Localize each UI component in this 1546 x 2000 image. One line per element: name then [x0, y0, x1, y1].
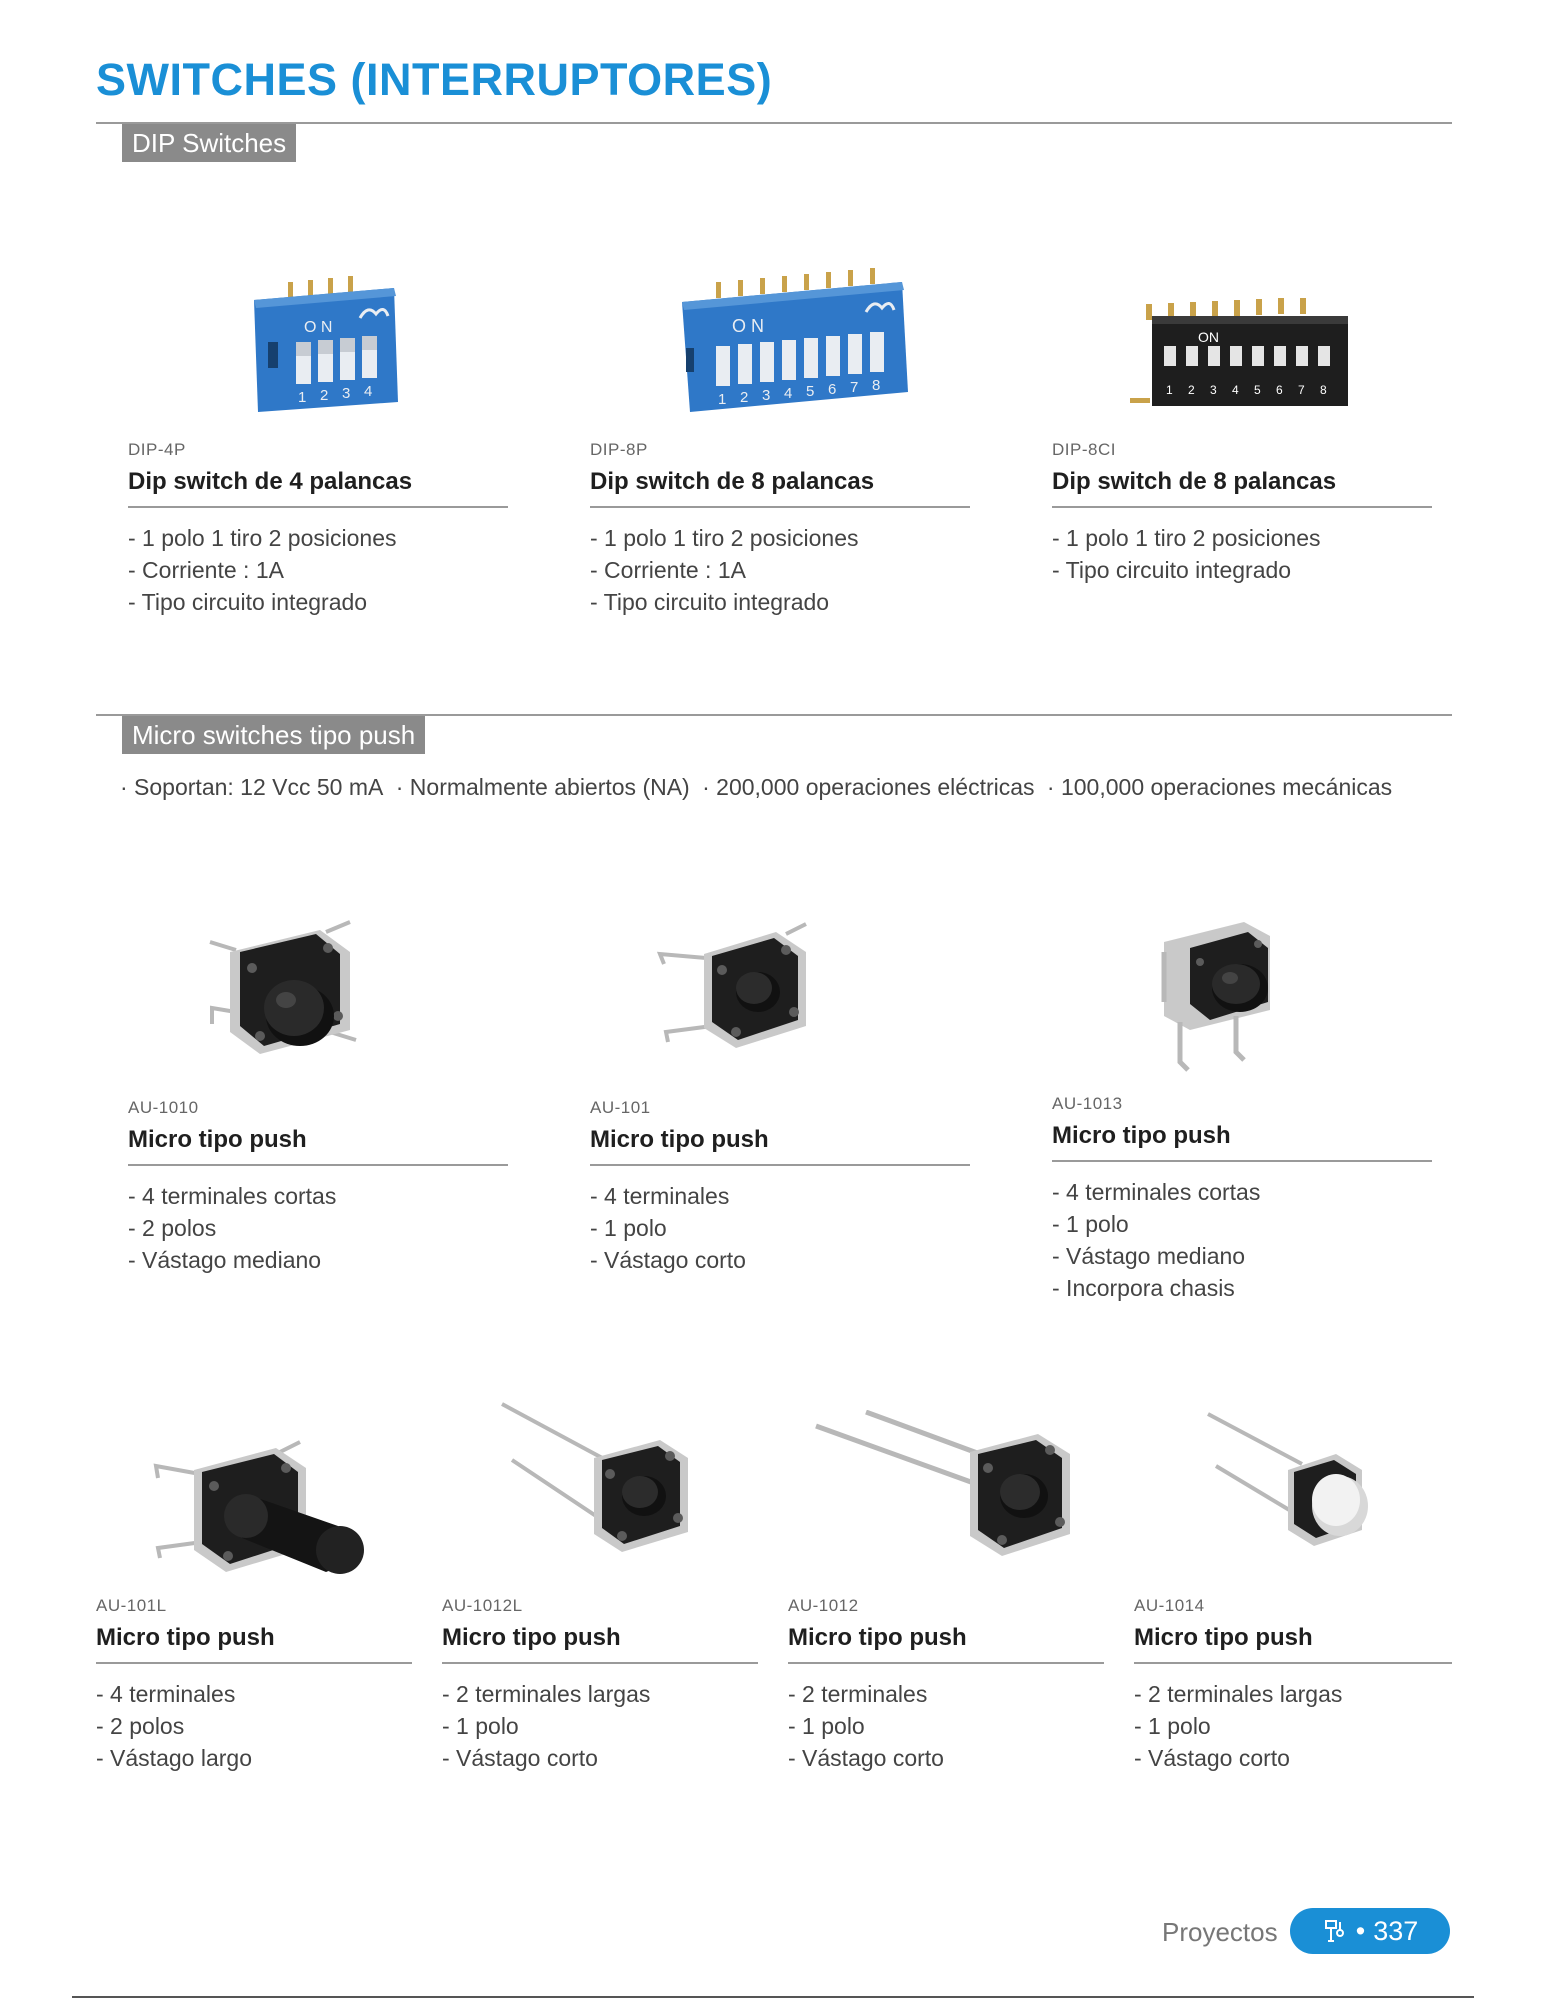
au-1012-image — [812, 1410, 1082, 1580]
footer-section-label: Proyectos — [1162, 1917, 1278, 1947]
product-feature: - 2 terminales — [788, 1681, 928, 1707]
product-au-1010 — [128, 1098, 508, 1276]
product-name: Micro tipo push — [1052, 1122, 1432, 1162]
dip-pos-label: 2 — [320, 387, 329, 404]
product-feature: - 1 polo — [788, 1713, 865, 1739]
product-feature: - 2 terminales largas — [442, 1681, 651, 1707]
product-code: DIP-4P — [128, 440, 186, 459]
product-feature: - Tipo circuito integrado — [1052, 557, 1292, 583]
dip-pos-label: 6 — [1276, 383, 1283, 397]
footer-rule — [72, 1996, 1474, 1998]
dip-pos-label: 2 — [1188, 383, 1195, 397]
product-feature: - Incorpora chasis — [1052, 1275, 1235, 1301]
dip-pos-label: 1 — [1166, 383, 1173, 397]
au-101l-image — [150, 1430, 370, 1590]
dip-pos-label: 1 — [298, 389, 307, 406]
page-separator: • — [1355, 1915, 1366, 1946]
page-number-badge — [1290, 1908, 1450, 1954]
au-1012l-image — [496, 1396, 706, 1586]
dip-pos-label: 4 — [784, 385, 793, 402]
product-name: Dip switch de 4 palancas — [128, 468, 508, 508]
product-feature: - 2 polos — [128, 1215, 217, 1241]
product-feature: - 1 polo — [442, 1713, 519, 1739]
dip-pos-label: 1 — [718, 391, 727, 408]
page-number: 337 — [1373, 1915, 1419, 1946]
dip-pos-label: 7 — [1298, 383, 1305, 397]
product-feature: - 1 polo 1 tiro 2 posiciones — [590, 525, 859, 551]
product-feature: - 1 polo — [590, 1215, 667, 1241]
product-feature: - Vástago corto — [590, 1247, 746, 1273]
au-1013-image — [1140, 912, 1320, 1082]
product-code: AU-101L — [96, 1596, 167, 1615]
product-name: Micro tipo push — [442, 1624, 758, 1664]
product-dip-8p — [590, 440, 970, 618]
product-feature: - 2 terminales largas — [1134, 1681, 1343, 1707]
product-dip-8ci — [1052, 440, 1432, 586]
au-1010-image — [200, 912, 380, 1072]
product-feature: - 1 polo — [1052, 1211, 1129, 1237]
dip-pos-label: 3 — [762, 387, 771, 404]
dip-8p-image — [676, 268, 916, 418]
product-au-1014 — [1134, 1596, 1452, 1774]
product-feature: - 2 polos — [96, 1713, 185, 1739]
section-tab-dip: DIP Switches — [122, 124, 296, 162]
product-feature: - 4 terminales cortas — [128, 1183, 337, 1209]
product-feature: - 4 terminales — [96, 1681, 236, 1707]
product-feature: - 4 terminales — [590, 1183, 730, 1209]
product-au-1012 — [788, 1596, 1104, 1774]
dip-on-label: O N — [304, 319, 333, 336]
product-name: Micro tipo push — [788, 1624, 1104, 1664]
product-feature: - Vástago largo — [96, 1745, 252, 1771]
product-feature: - 1 polo 1 tiro 2 posiciones — [1052, 525, 1321, 551]
tools-icon — [1322, 1918, 1348, 1944]
au-101-image — [656, 916, 826, 1066]
dip-pos-label: 8 — [1320, 383, 1327, 397]
dip-pos-label: 3 — [1210, 383, 1217, 397]
product-feature: - 1 polo 1 tiro 2 posiciones — [128, 525, 397, 551]
dip-pos-label: 3 — [342, 385, 351, 402]
product-code: AU-1014 — [1134, 1596, 1205, 1615]
product-feature: - Vástago corto — [442, 1745, 598, 1771]
product-feature: - Vástago mediano — [128, 1247, 322, 1273]
section-rule-dip — [96, 122, 1452, 124]
dip-pos-label: 4 — [364, 383, 373, 400]
product-feature: - 1 polo — [1134, 1713, 1211, 1739]
product-code: DIP-8CI — [1052, 440, 1116, 459]
dip-pos-label: 5 — [1254, 383, 1261, 397]
product-name: Dip switch de 8 palancas — [590, 468, 970, 508]
product-au-101 — [590, 1098, 970, 1276]
dip-pos-label: 2 — [740, 389, 749, 406]
product-feature: - 4 terminales cortas — [1052, 1179, 1261, 1205]
product-name: Micro tipo push — [96, 1624, 412, 1664]
dip-4p-image — [248, 272, 408, 422]
section-tab-micro: Micro switches tipo push — [122, 716, 425, 754]
product-feature: - Tipo circuito integrado — [590, 589, 830, 615]
product-code: AU-101 — [590, 1098, 651, 1117]
product-code: AU-1013 — [1052, 1094, 1123, 1113]
spec-item: · Normalmente abiertos (NA) — [395, 774, 690, 800]
dip-pos-label: 8 — [872, 377, 881, 394]
dip-pos-label: 6 — [828, 381, 837, 398]
product-feature: - Corriente : 1A — [590, 557, 746, 583]
product-code: DIP-8P — [590, 440, 648, 459]
dip-8ci-image — [1130, 298, 1380, 418]
product-feature: - Vástago corto — [788, 1745, 944, 1771]
dip-pos-label: 4 — [1232, 383, 1239, 397]
page-title: SWITCHES (INTERRUPTORES) — [96, 54, 773, 105]
product-name: Micro tipo push — [1134, 1624, 1452, 1664]
product-code: AU-1012 — [788, 1596, 859, 1615]
product-name: Dip switch de 8 palancas — [1052, 468, 1432, 508]
product-code: AU-1010 — [128, 1098, 199, 1117]
product-au-1012l — [442, 1596, 758, 1774]
product-name: Micro tipo push — [590, 1126, 970, 1166]
dip-pos-label: 5 — [806, 383, 815, 400]
au-1014-image — [1206, 1410, 1386, 1580]
spec-item: · 100,000 operaciones mecánicas — [1046, 774, 1393, 800]
product-au-101l — [96, 1596, 412, 1774]
product-au-1013 — [1052, 1094, 1432, 1304]
product-feature: - Corriente : 1A — [128, 557, 284, 583]
dip-on-label: O N — [732, 316, 765, 336]
product-dip-4p — [128, 440, 508, 618]
dip-on-label: ON — [1198, 329, 1219, 345]
product-feature: - Tipo circuito integrado — [128, 589, 368, 615]
micro-specs-line — [120, 774, 1398, 801]
spec-item: · 200,000 operaciones eléctricas — [702, 774, 1035, 800]
product-feature: - Vástago mediano — [1052, 1243, 1246, 1269]
product-name: Micro tipo push — [128, 1126, 508, 1166]
dip-pos-label: 7 — [850, 379, 859, 396]
product-code: AU-1012L — [442, 1596, 523, 1615]
product-feature: - Vástago corto — [1134, 1745, 1290, 1771]
spec-item: · Soportan: 12 Vcc 50 mA — [120, 774, 384, 800]
